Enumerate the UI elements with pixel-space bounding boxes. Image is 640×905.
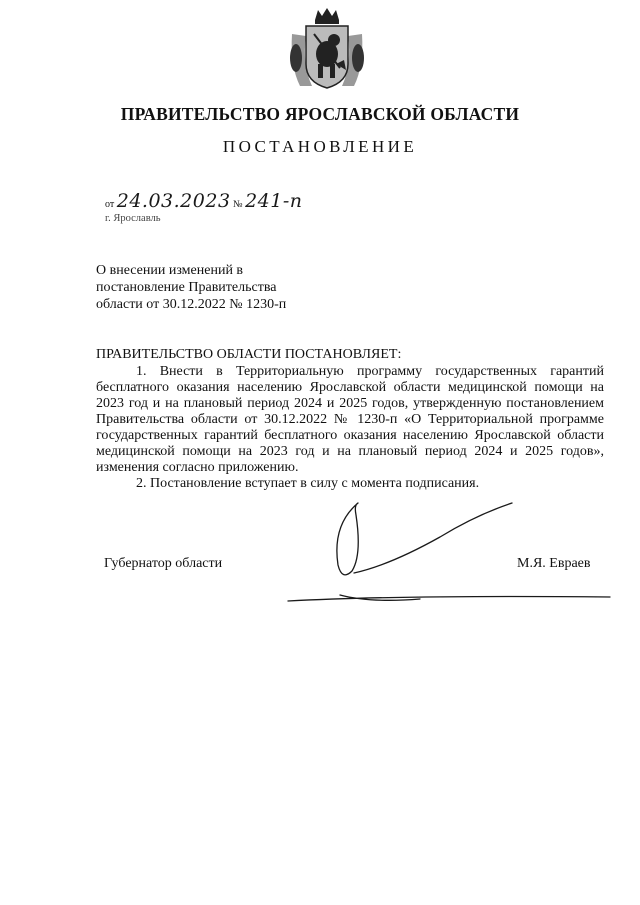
subject-line: постановление Правительства xyxy=(96,280,277,295)
signer-position: Губернатор области xyxy=(104,556,223,571)
subject-line: области от 30.12.2022 № 1230-п xyxy=(96,297,287,312)
decree-body xyxy=(96,364,604,492)
document-subject xyxy=(96,262,396,313)
handwritten-number: 241-п xyxy=(245,190,303,212)
handwritten-date: 24.03.2023 xyxy=(116,190,231,212)
signer-name: М.Я. Евраев xyxy=(517,556,591,571)
subject-line: О внесении изменений в xyxy=(96,263,244,278)
decree-heading: ПРАВИТЕЛЬСТВО ОБЛАСТИ ПОСТАНОВЛЯЕТ: xyxy=(96,347,402,362)
coat-of-arms-icon xyxy=(284,6,370,90)
organization-title: ПРАВИТЕЛЬСТВО ЯРОСЛАВСКОЙ ОБЛАСТИ xyxy=(120,104,520,124)
registration-line xyxy=(105,190,303,212)
document-type: ПОСТАНОВЛЕНИЕ xyxy=(222,137,418,156)
city-label: г. Ярославль xyxy=(105,213,161,224)
decree-paragraph: 2. Постановление вступает в силу с момента подписания. xyxy=(136,476,480,491)
decree-paragraph: 1. Внести в Территориальную программу государственных гарантий бесплатного оказания населению Ярославской области медицинской помощи на 2023 год и на плановый период 2024 и 2025 годов, утвержденную постановлением Правительства области от 30.12.2022 № 1230-п «О Территориальной программе государственных гарантий бесплатного оказания населению Ярославской области медицинской помощи на 2023 год и на плановый период 2024 и 2025 годов», изменения согласно приложению. xyxy=(96,364,604,475)
number-prefix: № xyxy=(233,199,243,210)
date-prefix: от xyxy=(105,199,115,210)
handwritten-signature-icon xyxy=(280,495,620,615)
